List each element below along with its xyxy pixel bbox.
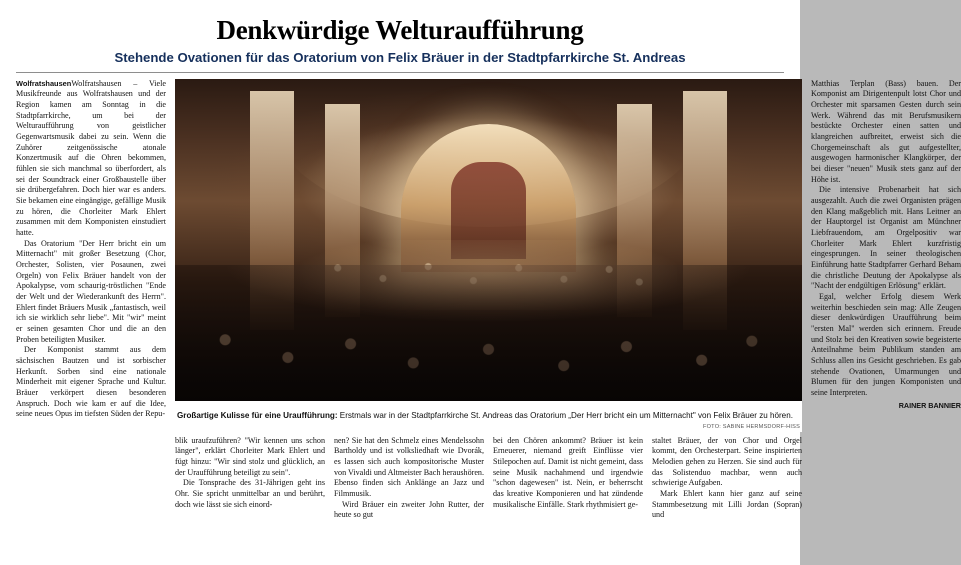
paragraph [16, 79, 166, 239]
paragraph-text: bei den Chören ankommt? Bräuer ist kein Erneuerer, niemand greift Einflüsse vier Stilepochen auf. Damit ist nicht gemeint, dass seine Musik nachahmend und irgendwie "schon dagewesen" ist. Nein, er beherrscht das kreative Komponieren und hat zündende musikalische Einfälle. Stark rhythmisiert ge- [493, 435, 643, 509]
text-column-4 [493, 436, 643, 521]
paragraph-text: Die intensive Probenarbeit hat sich ausgezahlt. Auch die zwei Organisten prägen den Klang maßgeblich mit. Hans Leitner an der Hauptorgel ist Organist am Münchner Liebfrauendom, am Orgelpositiv war Chorleiter Mark Ehlert kurzfristig eingesprungen. In seiner theologischen Einführung hatte Stadtpfarrer Gerhard Beham die christliche Deutung der Apokalypse als "Nacht der endgültigen Erlösung" erklärt. [811, 185, 961, 291]
paragraph-text: Wolfratshausen – Viele Musikfreunde aus Wolfratshausen und der Region kamen am Sonntag in die Stadtpfarrkirche, um bei der Welturaufführung von geistlicher Gegenwartsmusik dabei zu sein. Wenn die Zuhörer zeitgenössische atonale Konzertmusik auf die Ohren bekommen, fühlen sie sich manchmal so überfordert, als sei der Soundtrack einer Großbaustelle über sie drübergefahren. Doch hier war es anders. Sie bekamen eine eingängige, gefällige Musik zu hören, die Chorleiter Mark Ehlert zusammen mit dem Komponisten einstudiert hatte. [16, 78, 166, 237]
audience-crowd [175, 265, 802, 400]
article-body-top [16, 78, 961, 521]
paragraph-text: nen? Sie hat den Schmelz eines Mendelssohn Bartholdy und ist volksliedhaft wie Dvorák, es lassen sich auch kompositorische Muster von Vivaldi und Altmeister Bach heraushören. Ebenso finden sich Anklänge an Jazz und Filmmusik. [334, 435, 484, 498]
paragraph [811, 185, 961, 292]
article-photo-block [175, 79, 802, 432]
caption-text: Erstmals war in der Stadtpfarrkirche St. Andreas das Oratorium „Der Herr bricht ein um Mitternacht" von Felix Bräuer zu hören. [337, 410, 793, 420]
article-body-bottom [175, 436, 802, 521]
center-block [175, 79, 802, 521]
divider-rule [16, 72, 784, 73]
text-column-1 [16, 79, 166, 421]
paragraph [652, 489, 802, 521]
church-interior-photo [175, 79, 802, 401]
paragraph [175, 436, 325, 479]
paragraph-text: blik uraufzuführen? "Wir kennen uns schon länger", erklärt Chorleiter Mark Ehlert und fügt hinzu: "Wir sind stolz und glücklich, an der Uraufführung beteiligt zu sein". [175, 435, 325, 477]
paragraph-text: Wird Bräuer ein zweiter John Rutter, der heute so gut [334, 499, 484, 520]
paragraph-text: Der Komponist stammt aus dem sächsischen Bautzen und ist sorbischer Herkunft. Sorben sind eine nationale Minderheit mit eigener Sprache und Kultur. Bräuer verkörpert diesen besonderen Anspruch. Doch wie kam er auf die Idee, seine neues Opus im tiefsten Süden der Repu- [16, 345, 166, 419]
paragraph-text: Das Oratorium "Der Herr bricht ein um Mitternacht" mit großer Besetzung (Chor, Orchester, Solisten, vier Posaunen, zwei Orgeln) von Felix Bräuer handelt von der Apokalypse, vom schaurig-tröstlichen "Ende der Welt und der Wiederankunft des Herrn". Ehlert findet Bräuers Musik „fantastisch, weil ich sie wirklich sehr liebe". Mit "wir" meint er seinen gesamten Chor und die an den Proben beteiligten Musiker. [16, 238, 166, 344]
photo-caption [175, 401, 802, 432]
text-column-3 [334, 436, 484, 521]
paragraph-text: staltet Bräuer, der von Chor und Orgel kommt, den Orchesterpart. Seine inspirierten Melodien gehen zu Herzen. Sie sind auch für das Solistenduo machbar, wenn auch schwierige Aufgaben. [652, 435, 802, 488]
paragraph-text: Mark Ehlert kann hier ganz auf seine Stammbesetzung mit Lilli Jordan (Sopran) und [652, 488, 802, 520]
dateline: Wolfratshausen [16, 78, 72, 88]
paragraph [811, 79, 961, 186]
paragraph [652, 436, 802, 489]
paragraph [334, 500, 484, 521]
photo-credit: FOTO: SABINE HERMSDORF-HISS [703, 423, 800, 430]
paragraph-text: Egal, welcher Erfolg diesem Werk weiterhin beschieden sein mag: Alle Zeugen dieser denkwürdigen Uraufführung beim "ersten Mal" werden sich erinnern. Freude und Stolz bei den Kreativen sowie begeisterte Anteilnahme beim Publikum standen am Schluss allen ins Gesicht geschrieben. Es gab stehende Ovationen, Umarmungen und Blumen für den jungen Komponisten und seine Interpreten. [811, 291, 961, 398]
paragraph [16, 345, 166, 420]
paragraph [811, 292, 961, 399]
page-title: Denkwürdige Welturaufführung [216, 15, 584, 45]
article-author: RAINER BANNIER [898, 400, 961, 410]
paragraph [175, 478, 325, 510]
paragraph [16, 239, 166, 346]
text-column-2 [175, 436, 325, 521]
text-column-6 [811, 79, 961, 410]
paragraph-text: Matthias Terplan (Bass) bauen. Der Komponist am Dirigentenpult lotst Chor und Orchester mit sparsamen Gesten durch sein Werk. Während das mit Berufsmusikern bestückte Orchester einen satten und klangreichen aufbreitet, erweist sich die Chorgemeinschaft als gut aufgestellter, ausgewogen harmonischer Klangkörper, der bei dieser "neuen" Musik stets ganz auf der Höhe ist. [811, 78, 961, 184]
text-column-5 [652, 436, 802, 521]
paragraph-text: Die Tonsprache des 31-Jährigen geht ins Ohr. Sie spricht unmittelbar an und berührt, doch wie lässt sie sich einord- [175, 478, 325, 509]
subheadline: Stehende Ovationen für das Oratorium von Felix Bräuer in der Stadtpfarrkirche St. Andreas [114, 49, 686, 65]
paragraph [493, 436, 643, 511]
paragraph [334, 436, 484, 500]
caption-lead: Großartige Kulisse für eine Uraufführung: [177, 410, 338, 420]
